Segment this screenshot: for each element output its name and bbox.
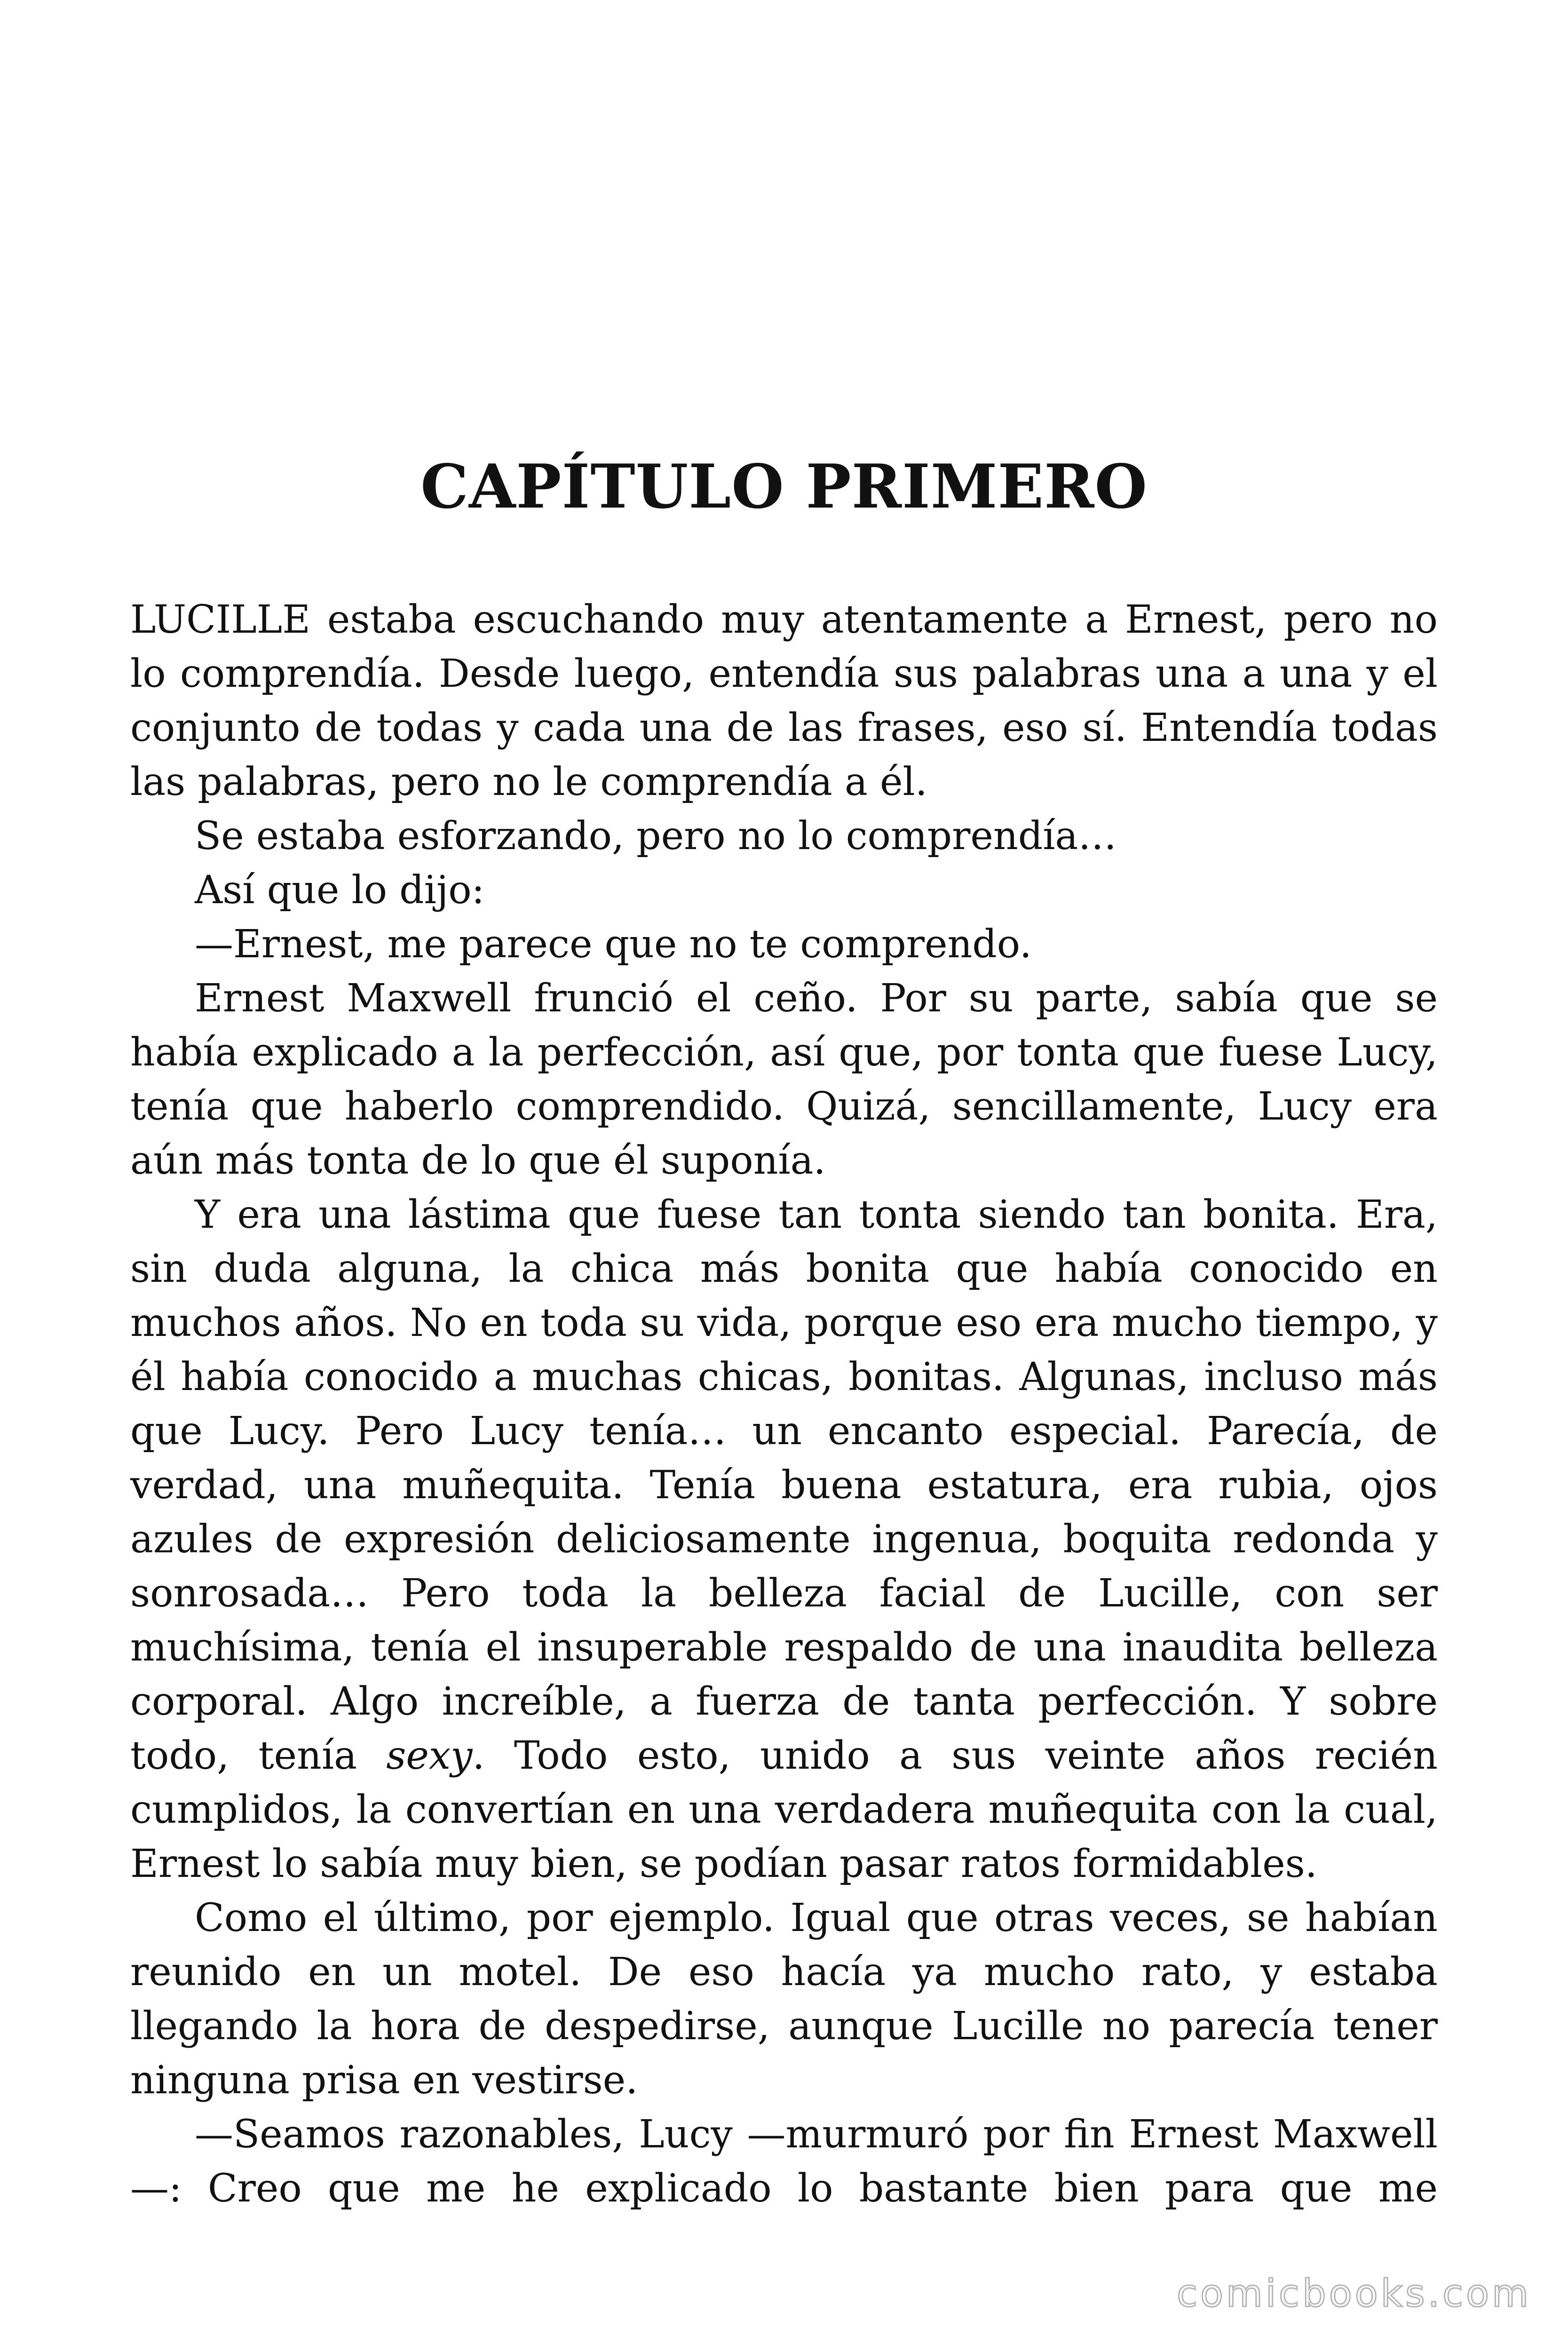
paragraph-text: Ernest Maxwell frunció el ceño. Por su parte, sabía que se había explicado a la perfección, así que, por tonta que fuese Lucy, tenía que haberlo comprendido. Quizá, sencillamente, Lucy era aún más tonta de lo que él suponía. bbox=[130, 976, 1438, 1183]
watermark: comicbooks.com bbox=[1176, 2272, 1531, 2315]
paragraph-text: Como el último, por ejemplo. Igual que otras veces, se habían reunido en un motel. De eso hacía ya mucho rato, y estaba llegando la hora de despedirse, aunque Lucille no parecía tener ninguna prisa en vestirse. bbox=[130, 1896, 1438, 2103]
paragraph-text: Y era una lástima que fuese tan tonta siendo tan bonita. Era, sin duda alguna, la chica más bonita que había conocido en muchos años. No en toda su vida, porque eso era mucho tiempo, y él había conocido a muchas chicas, bonitas. Algunas, incluso más que Lucy. Pero Lucy tenía… un encanto especial. Parecía, de verdad, una muñequita. Tenía buena estatura, era rubia, ojos azules de expresión deliciosamente ingenua, boquita redonda y sonrosada… Pero toda la belleza facial de Lucille, con ser muchísima, tenía el insuperable respaldo de una inaudita belleza corporal. Algo increíble, a fuerza de tanta perfección. Y sobre todo, tenía bbox=[130, 1192, 1438, 1778]
paragraph-3 bbox=[130, 863, 1438, 917]
text-body bbox=[130, 593, 1438, 2216]
paragraph-text: . Todo esto, unido a sus veinte años recién cumplidos, la convertían en una verdadera muñequita con la cual, Ernest lo sabía muy bien, se podían pasar ratos formidables. bbox=[130, 1733, 1438, 1886]
paragraph-2 bbox=[130, 809, 1438, 863]
paragraph-1 bbox=[130, 593, 1438, 809]
emphasized-word: sexy bbox=[386, 1733, 473, 1778]
paragraph-7 bbox=[130, 1891, 1438, 2107]
paragraph-4 bbox=[130, 917, 1438, 971]
paragraph-text: LUCILLE estaba escuchando muy atentamente a Ernest, pero no lo comprendía. Desde luego, entendía sus palabras una a una y el conjunto de todas y cada una de las frases, eso sí. Entendía todas las palabras, pero no le comprendía a él. bbox=[130, 597, 1438, 804]
paragraph-text: —Ernest, me parece que no te comprendo. bbox=[195, 922, 1032, 967]
paragraph-5 bbox=[130, 971, 1438, 1188]
paragraph-8 bbox=[130, 2107, 1438, 2216]
chapter-title: CAPÍTULO PRIMERO bbox=[420, 452, 1148, 522]
paragraph-6 bbox=[130, 1188, 1438, 1891]
paragraph-text: Se estaba esforzando, pero no lo comprendía… bbox=[195, 814, 1117, 858]
paragraph-text: —Seamos razonables, Lucy —murmuró por fin Ernest Maxwell —: Creo que me he explicado lo bastante bien para que me bbox=[130, 2112, 1438, 2211]
paragraph-text: Así que lo dijo: bbox=[195, 868, 485, 913]
